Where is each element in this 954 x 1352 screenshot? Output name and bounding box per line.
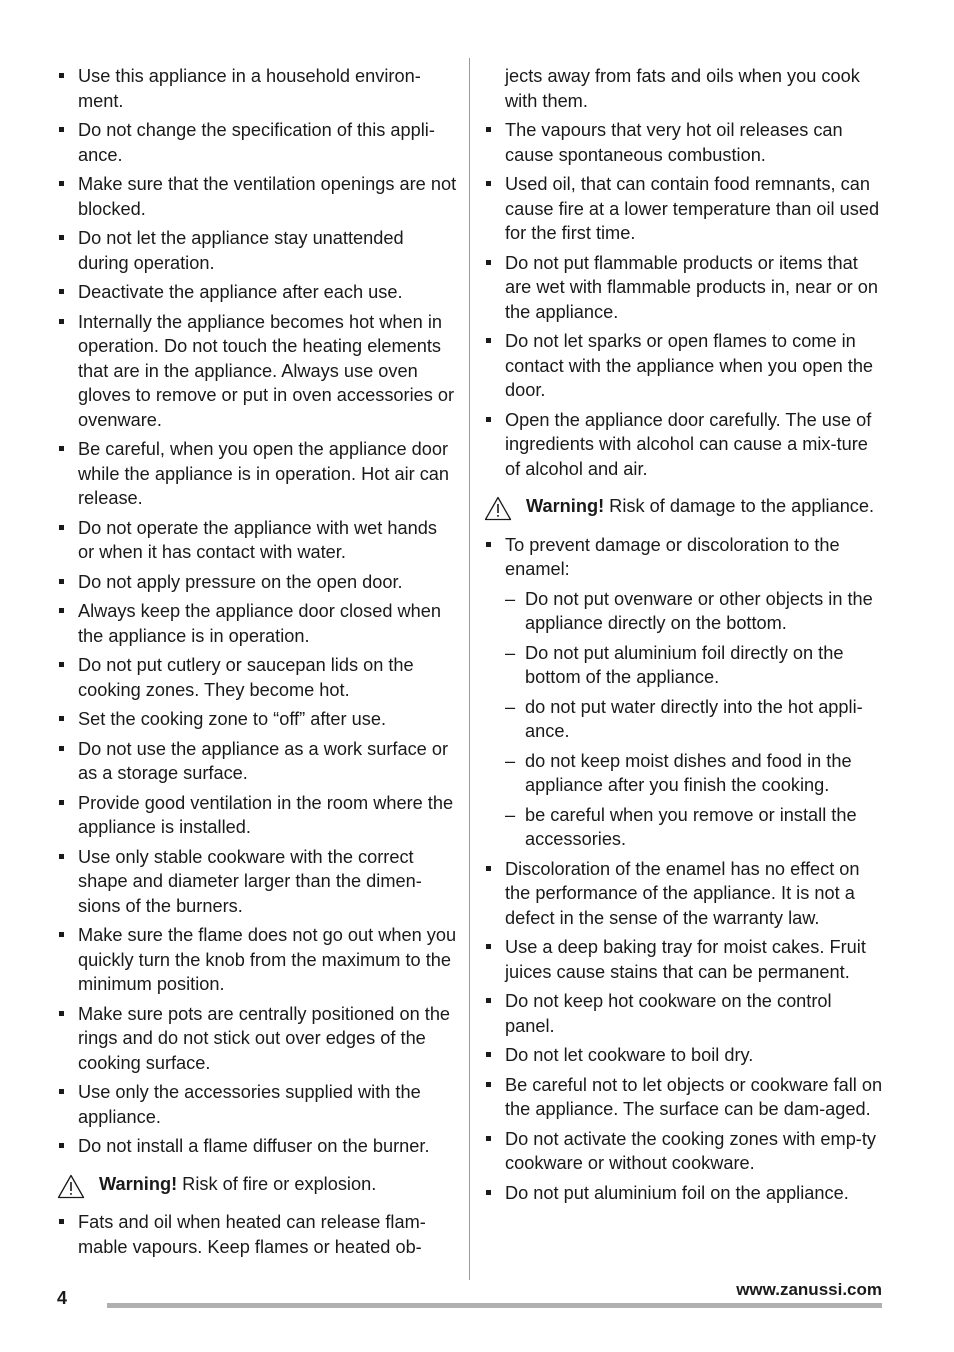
list-item: Do not put flammable products or items that are wet with flammable products in, near or on the appliance.: [484, 251, 884, 325]
list-item: Always keep the appliance door closed when the appliance is in operation.: [57, 599, 457, 648]
left-column: [57, 64, 457, 1264]
list-item: Make sure pots are centrally positioned on the rings and do not stick out over edges of the cooking surface.: [57, 1002, 457, 1076]
list-item: Use only the accessories supplied with the appliance.: [57, 1080, 457, 1129]
warning-triangle-icon: [57, 1174, 85, 1199]
right-column: [484, 64, 884, 1210]
list-item: Be careful, when you open the appliance door while the appliance is in operation. Hot air can release.: [57, 437, 457, 511]
warning-damage: [484, 494, 884, 519]
enamel-intro: To prevent damage or discoloration to the enamel:: [505, 534, 840, 579]
list-item: Discoloration of the enamel has no effect on the performance of the appliance. It is not a defect in the sense of the warranty law.: [484, 857, 884, 931]
list-item: Fats and oil when heated can release flam-mable vapours. Keep flames or heated ob-: [57, 1210, 457, 1259]
list-item: Make sure the flame does not go out when you quickly turn the knob from the maximum to the minimum position.: [57, 923, 457, 997]
list-item: Do not install a flame diffuser on the burner.: [57, 1134, 457, 1159]
warning-text: Risk of fire or explosion.: [177, 1173, 377, 1194]
list-item: Provide good ventilation in the room where the appliance is installed.: [57, 791, 457, 840]
list-item: Use only stable cookware with the correct shape and diameter larger than the dimen-sions of the burners.: [57, 845, 457, 919]
footer-url: www.zanussi.com: [736, 1280, 882, 1299]
column-divider: [469, 58, 470, 1280]
list-item: Set the cooking zone to “off” after use.: [57, 707, 457, 732]
list-item: Use this appliance in a household environ-ment.: [57, 64, 457, 113]
list-item: Be careful not to let objects or cookware fall on the appliance. The surface can be dam-aged.: [484, 1073, 884, 1122]
list-item: Do not let the appliance stay unattended during operation.: [57, 226, 457, 275]
list-item: Use a deep baking tray for moist cakes. Fruit juices cause stains that can be permanent.: [484, 935, 884, 984]
list-item: Do not use the appliance as a work surface or as a storage surface.: [57, 737, 457, 786]
warning-label: Warning!: [99, 1173, 178, 1194]
footer-bar: [107, 1303, 882, 1308]
enamel-sublist: [505, 587, 884, 852]
list-item: Do not keep hot cookware on the control panel.: [484, 989, 884, 1038]
damage-list: [484, 533, 884, 1206]
sub-list-item: – do not keep moist dishes and food in the appliance after you finish the cooking.: [484, 749, 884, 798]
page-number: 4: [57, 1288, 68, 1308]
list-item: Do not let cookware to boil dry.: [484, 1043, 884, 1068]
sub-list-item: – do not put water directly into the hot appli-ance.: [484, 695, 884, 744]
warning-label: Warning!: [526, 496, 605, 516]
list-item: Do not apply pressure on the open door.: [57, 570, 457, 595]
list-item: Make sure that the ventilation openings are not blocked.: [57, 172, 457, 221]
sub-list-item: – Do not put aluminium foil directly on the bottom of the appliance.: [484, 641, 884, 690]
sub-list-item: – Do not put ovenware or other objects in the appliance directly on the bottom.: [484, 587, 884, 636]
list-item: Do not put cutlery or saucepan lids on the cooking zones. They become hot.: [57, 653, 457, 702]
list-item: Do not let sparks or open flames to come in contact with the appliance when you open the door.: [484, 329, 884, 403]
list-item-enamel: [484, 533, 884, 852]
list-item: Internally the appliance becomes hot when in operation. Do not touch the heating elements that are in the appliance. Always use oven gloves to remove or put in oven accessories or ovenware.: [57, 310, 457, 433]
list-item-continuation: jects away from fats and oils when you cook with them.: [505, 66, 860, 111]
warning-text: Risk of damage to the appliance.: [604, 496, 875, 516]
sub-list-item: – be careful when you remove or install the accessories.: [484, 803, 884, 852]
warning-fire: [57, 1172, 457, 1197]
fire-list: [57, 1210, 457, 1259]
safety-list: [57, 64, 457, 1159]
warning-triangle-icon: [484, 496, 512, 521]
list-item: Deactivate the appliance after each use.: [57, 280, 457, 305]
list-item: The vapours that very hot oil releases can cause spontaneous combustion.: [484, 118, 884, 167]
list-item: Open the appliance door carefully. The use of ingredients with alcohol can cause a mix-ture of alcohol and air.: [484, 408, 884, 482]
fire-list-continued: [484, 64, 884, 481]
list-item: Do not activate the cooking zones with emp-ty cookware or without cookware.: [484, 1127, 884, 1176]
list-item: Do not put aluminium foil on the appliance.: [484, 1181, 884, 1206]
list-item: Used oil, that can contain food remnants, can cause fire at a lower temperature than oil used for the first time.: [484, 172, 884, 246]
list-item: Do not operate the appliance with wet hands or when it has contact with water.: [57, 516, 457, 565]
list-item: Do not change the specification of this appli-ance.: [57, 118, 457, 167]
